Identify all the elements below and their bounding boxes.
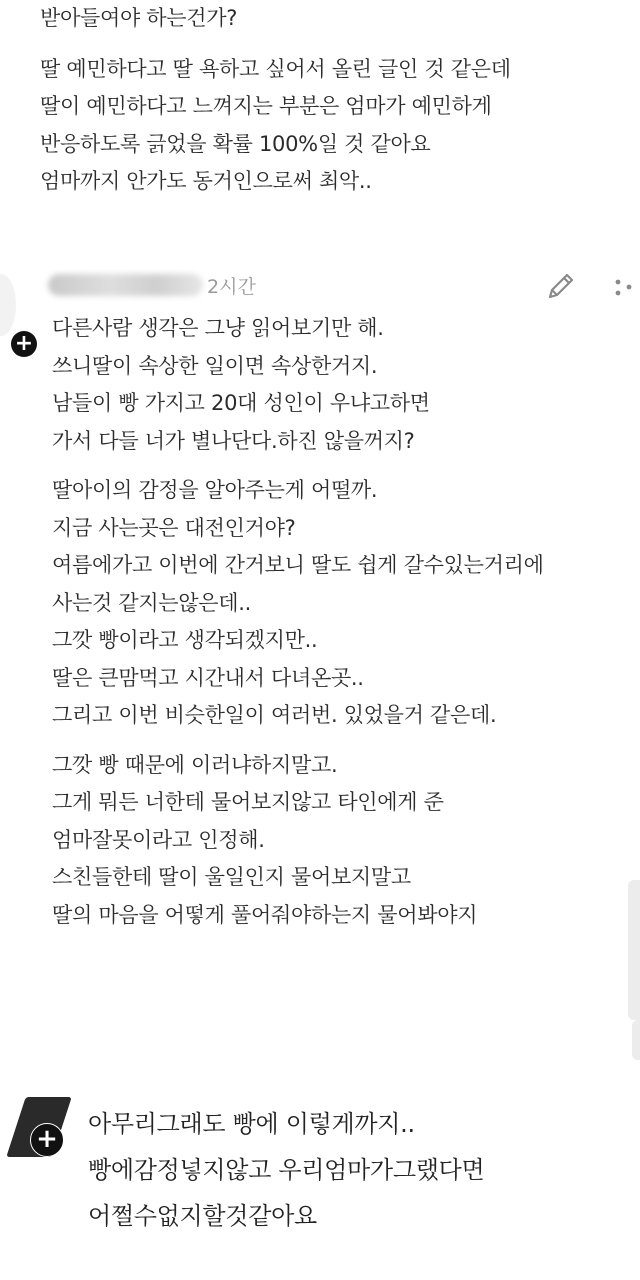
comment-line: 가서 다들 너가 별나단다.하진 않을꺼지? <box>52 428 415 453</box>
comment-line: 엄마잘못이라고 인정해. <box>52 827 265 852</box>
username-redacted <box>48 274 203 296</box>
reply-comment-text <box>52 310 620 934</box>
comment-timestamp: 2시간 <box>207 276 256 298</box>
comment-line: 여름에가고 이번에 간거보니 딸도 쉽게 갈수있는거리에 <box>52 553 544 577</box>
top-comment-paragraph <box>40 51 620 201</box>
top-comment-text <box>40 0 620 201</box>
comment-line: 사는것 같지는않은데.. <box>52 590 251 615</box>
comment-line: 딸의 마음을 어떻게 풀어줘야하는지 물어봐야지 <box>52 902 478 927</box>
comment-line: 받아들여야 하는건가? <box>40 6 238 30</box>
comment-line: 그리고 이번 비슷한일이 여러번. 있었을거 같은데. <box>52 703 497 727</box>
more-vertical-icon[interactable] <box>614 272 640 302</box>
comment-line: 딸아이의 감정을 알아주는게 어떨까. <box>52 478 378 502</box>
reply-paragraph <box>52 472 620 735</box>
comment-header <box>0 262 640 312</box>
bottom-reply-text <box>88 1101 484 1239</box>
add-icon[interactable]: + <box>30 1123 64 1157</box>
comment-line: 어쩔수없지할것같아요 <box>88 1202 317 1230</box>
comment-line: 그게 뭐든 너한테 물어보지않고 타인에게 준 <box>52 790 444 814</box>
comment-line: 엄마까지 안가도 동거인으로써 최악.. <box>40 169 372 193</box>
reply-paragraph <box>52 310 620 460</box>
comment-line: 남들이 빵 가지고 20대 성인이 우냐고하면 <box>52 391 430 415</box>
comment-line: 아무리그래도 빵에 이렇게까지.. <box>88 1110 415 1138</box>
scroll-indicator[interactable] <box>632 1020 640 1060</box>
comment-line: 스친들한테 딸이 울일인지 물어보지말고 <box>52 865 411 889</box>
comment-line: 쓰니딸이 속상한 일이면 속상한거지. <box>52 353 378 378</box>
bottom-reply <box>0 1085 640 1280</box>
reply-paragraph <box>52 747 620 935</box>
comment-line: 지금 사는곳은 대전인거야? <box>52 515 296 540</box>
comment-line: 딸이 예민하다고 느껴지는 부분은 엄마가 예민하게 <box>40 94 492 118</box>
avatar[interactable] <box>0 274 16 336</box>
comment-line: 딸은 큰맘먹고 시간내서 다녀온곳.. <box>52 665 364 690</box>
comment-line: 빵에감정넣지않고 우리엄마가그랬다면 <box>88 1156 485 1184</box>
add-icon[interactable]: + <box>11 331 37 357</box>
comment-line: 다른사람 생각은 그냥 읽어보기만 해. <box>52 316 384 340</box>
scroll-indicator[interactable] <box>628 880 640 1020</box>
comment-line: 딸 예민하다고 딸 욕하고 싶어서 올린 글인 것 같은데 <box>40 56 511 81</box>
pencil-icon[interactable] <box>543 268 579 304</box>
comment-line: 반응하도록 긁었을 확률 100%일 것 같아요 <box>40 131 431 156</box>
comment-line: 그깟 빵이라고 생각되겠지만.. <box>52 628 318 652</box>
top-comment-paragraph <box>40 0 620 38</box>
comment-line: 그깟 빵 때문에 이러냐하지말고. <box>52 752 338 777</box>
